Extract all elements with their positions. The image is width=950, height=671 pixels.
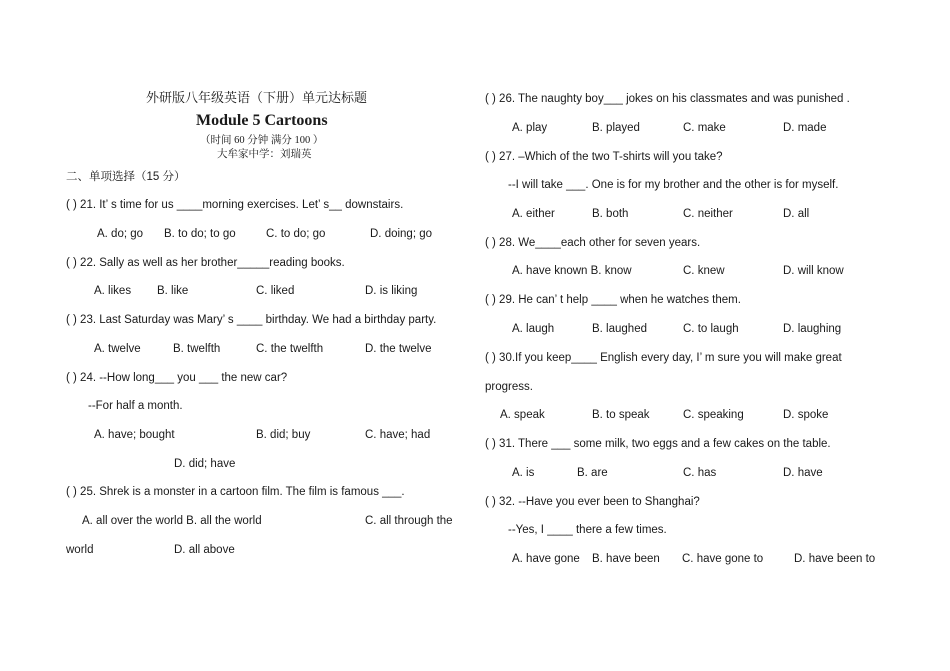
question-30-option-d: D. spoke: [783, 409, 829, 421]
module-title: Module 5 Cartoons: [196, 112, 328, 129]
question-30-option-a: A. speak: [500, 409, 545, 421]
question-31-option-b: B. are: [577, 467, 608, 479]
school-author: 大牟家中学：刘瑞英: [217, 149, 312, 160]
question-21-option-c: C. to do; go: [266, 228, 326, 240]
question-26-option-c: C. make: [683, 122, 726, 134]
question-26-option-a: A. play: [512, 122, 548, 134]
question-26-stem: ( ) 26. The naughty boy___ jokes on his classmates and was punished .: [485, 93, 850, 105]
question-29-option-c: C. to laugh: [683, 323, 739, 335]
question-27-option-c: C. neither: [683, 208, 733, 220]
question-32-option-a: A. have gone: [512, 553, 580, 565]
question-30-option-b: B. to speak: [592, 409, 650, 421]
question-29-option-d: D. laughing: [783, 323, 842, 335]
question-25-option-ab: A. all over the world B. all the world: [82, 515, 262, 527]
question-21-option-a: A. do; go: [97, 228, 144, 240]
question-25-option-c: C. all through the: [365, 515, 453, 527]
question-29-option-b: B. laughed: [592, 323, 647, 335]
question-28-stem: ( ) 28. We____each other for seven years.: [485, 237, 701, 249]
question-26-option-b: B. played: [592, 122, 640, 134]
exam-title: 外研版八年级英语（下册）单元达标题: [146, 90, 368, 105]
question-22-option-a: A. likes: [94, 285, 132, 297]
question-21-option-b: B. to do; to go: [164, 228, 236, 240]
question-32-answer-line: --Yes, I ____ there a few times.: [508, 524, 667, 536]
question-30-option-c: C. speaking: [683, 409, 744, 421]
question-23-option-a: A. twelve: [94, 343, 141, 355]
question-26-option-d: D. made: [783, 122, 827, 134]
question-25-stem: ( ) 25. Shrek is a monster in a cartoon film. The film is famous ___.: [66, 486, 405, 498]
question-21-stem: ( ) 21. It’ s time for us ____morning exercises. Let’ s__ downstairs.: [66, 199, 404, 211]
question-22-option-d: D. is liking: [365, 285, 418, 297]
question-31-option-a: A. is: [512, 467, 535, 479]
question-22-option-b: B. like: [157, 285, 189, 297]
question-25-option-d: D. all above: [174, 544, 235, 556]
question-27-option-d: D. all: [783, 208, 810, 220]
question-29-option-a: A. laugh: [512, 323, 555, 335]
question-23-option-c: C. the twelfth: [256, 343, 324, 355]
question-28-option-c: C. knew: [683, 265, 725, 277]
question-32-option-d: D. have been to: [794, 553, 876, 565]
question-21-option-d: D. doing; go: [370, 228, 433, 240]
question-24-answer-line: --For half a month.: [88, 400, 183, 412]
question-30-stem: ( ) 30.If you keep____ English every day, I’ m sure you will make great: [485, 352, 842, 364]
question-31-stem: ( ) 31. There ___ some milk, two eggs and a few cakes on the table.: [485, 438, 831, 450]
question-22-option-c: C. liked: [256, 285, 295, 297]
question-24-option-c: C. have; had: [365, 429, 431, 441]
question-23-option-b: B. twelfth: [173, 343, 221, 355]
question-24-option-b: B. did; buy: [256, 429, 311, 441]
question-32-stem: ( ) 32. --Have you ever been to Shanghai?: [485, 496, 700, 508]
section-title: 二、单项选择（15 分）: [66, 171, 186, 183]
question-23-stem: ( ) 23. Last Saturday was Mary’ s ____ birthday. We had a birthday party.: [66, 314, 437, 326]
question-22-stem: ( ) 22. Sally as well as her brother_____reading books.: [66, 257, 345, 269]
time-score-info: （时间 60 分钟 满分 100 ）: [200, 135, 324, 146]
question-27-option-a: A. either: [512, 208, 555, 220]
question-29-stem: ( ) 29. He can’ t help ____ when he watches them.: [485, 294, 741, 306]
question-27-option-b: B. both: [592, 208, 629, 220]
question-28-option-ab: A. have known B. know: [512, 265, 632, 277]
question-31-option-d: D. have: [783, 467, 823, 479]
question-32-option-c: C. have gone to: [682, 553, 764, 565]
question-24-option-a: A. have; bought: [94, 429, 175, 441]
question-24-stem: ( ) 24. --How long___ you ___ the new car?: [66, 372, 288, 384]
question-25-option-c-cont: world: [66, 544, 94, 556]
question-27-answer-line: --I will take ___. One is for my brother and the other is for myself.: [508, 179, 839, 191]
question-30-stem-cont: progress.: [485, 381, 533, 393]
question-24-option-d: D. did; have: [174, 458, 236, 470]
question-28-option-d: D. will know: [783, 265, 844, 277]
question-27-stem: ( ) 27. –Which of the two T-shirts will you take?: [485, 151, 723, 163]
question-32-option-b: B. have been: [592, 553, 660, 565]
question-31-option-c: C. has: [683, 467, 717, 479]
question-23-option-d: D. the twelve: [365, 343, 432, 355]
